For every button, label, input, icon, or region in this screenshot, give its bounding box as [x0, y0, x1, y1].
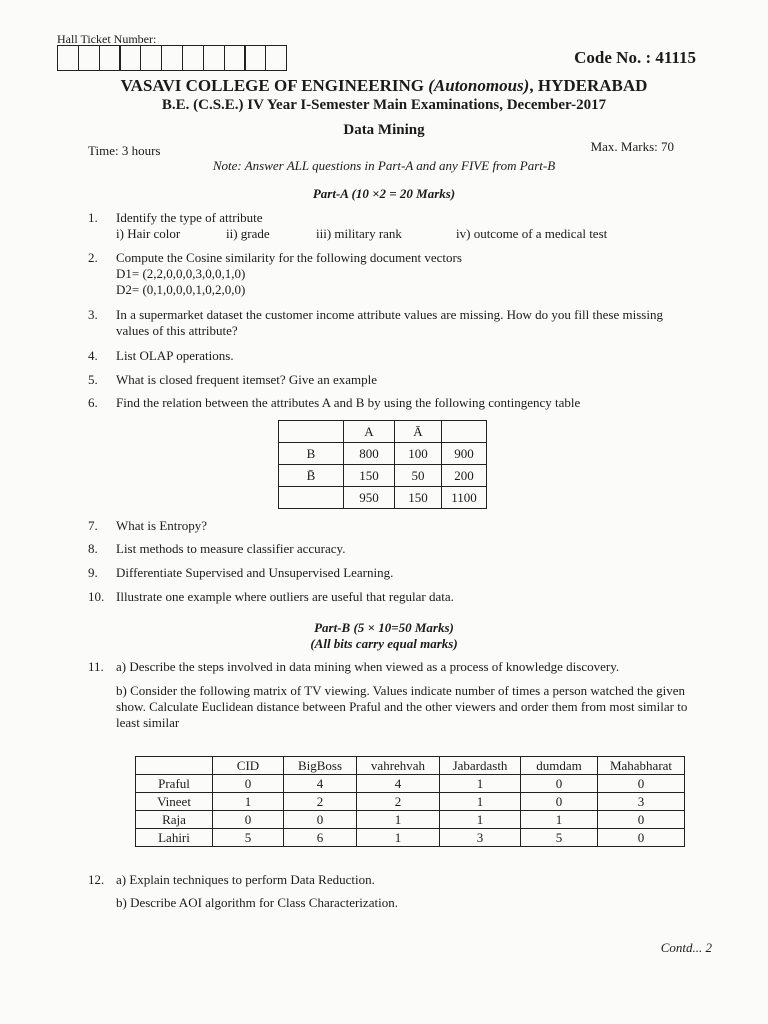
college-name-text: VASAVI COLLEGE OF ENGINEERING	[120, 76, 424, 95]
option-text: iii) military rank	[316, 226, 402, 241]
part-b-heading: Part-B (5 × 10=50 Marks)	[314, 620, 454, 635]
table-header-cell: dumdam	[521, 757, 598, 775]
max-marks: Max. Marks: 70	[590, 139, 674, 154]
question-7	[88, 518, 688, 534]
table-cell: 1	[213, 793, 284, 811]
hall-ticket-boxes	[57, 45, 286, 71]
table-row	[279, 421, 487, 443]
table-header-cell: Jabardasth	[440, 757, 521, 775]
table-cell: 1	[357, 811, 440, 829]
hall-ticket-box	[99, 45, 121, 71]
part-b-subtitle: (All bits carry equal marks)	[310, 636, 458, 651]
table-row	[136, 811, 685, 829]
question-text: Illustrate one example where outliers are useful that regular data.	[116, 589, 454, 604]
table-cell: 800	[344, 443, 395, 465]
question-number: 9.	[88, 565, 98, 580]
hall-ticket-box	[161, 45, 183, 71]
college-autonomous: (Autonomous)	[428, 76, 530, 95]
table-cell: 5	[521, 829, 598, 847]
question-4	[88, 348, 688, 364]
vector-d2: D2= (0,1,0,0,0,1,0,2,0,0)	[116, 282, 246, 297]
table-row	[136, 793, 685, 811]
table-cell: 0	[521, 775, 598, 793]
table-cell: 1	[521, 811, 598, 829]
question-9	[88, 565, 688, 581]
college-city: , HYDERABAD	[529, 76, 648, 95]
hall-ticket-box	[140, 45, 162, 71]
question-number: 2.	[88, 250, 98, 265]
continued-note: Contd... 2	[660, 940, 712, 955]
question-number: 12.	[88, 872, 105, 887]
table-cell: 0	[213, 775, 284, 793]
question-number: 11.	[88, 659, 104, 674]
table-cell: Praful	[136, 775, 213, 793]
hall-ticket-box	[119, 45, 141, 71]
table-cell: 6	[284, 829, 357, 847]
table-cell: 0	[521, 793, 598, 811]
hall-ticket-box	[244, 45, 266, 71]
question-number: 7.	[88, 518, 98, 533]
table-cell: 1	[440, 793, 521, 811]
question-text: In a supermarket dataset the customer income attribute values are missing. How do you fill these missing values of this attribute?	[116, 307, 663, 338]
question-number: 10.	[88, 589, 105, 604]
question-text: What is Entropy?	[116, 518, 207, 533]
option-text: i) Hair color	[116, 226, 181, 241]
table-row	[279, 487, 487, 509]
question-text: Find the relation between the attributes A and B by using the following contingency table	[116, 395, 581, 410]
tv-viewing-table	[135, 756, 685, 847]
table-cell: Vineet	[136, 793, 213, 811]
table-cell: B̄	[279, 465, 344, 487]
table-cell: A	[344, 421, 395, 443]
option-text: iv) outcome of a medical test	[456, 226, 608, 241]
hall-ticket-box	[78, 45, 100, 71]
question-text: Compute the Cosine similarity for the following document vectors	[116, 250, 462, 265]
question-number: 5.	[88, 372, 98, 387]
question-text: Identify the type of attribute	[116, 210, 263, 225]
table-cell: 3	[440, 829, 521, 847]
vector-d1: D1= (2,2,0,0,0,3,0,0,1,0)	[116, 266, 246, 281]
part-b-title	[0, 620, 768, 652]
table-cell: 0	[284, 811, 357, 829]
table-cell: 2	[357, 793, 440, 811]
table-cell: B	[279, 443, 344, 465]
hall-ticket-label: Hall Ticket Number:	[57, 32, 157, 46]
table-row	[279, 443, 487, 465]
table-cell	[442, 421, 487, 443]
question-number: 4.	[88, 348, 98, 363]
question-number: 6.	[88, 395, 98, 410]
table-cell	[279, 487, 344, 509]
contingency-table	[278, 420, 487, 509]
table-cell: 100	[395, 443, 442, 465]
hall-ticket-box	[182, 45, 204, 71]
table-cell: 900	[442, 443, 487, 465]
question-11b: b) Consider the following matrix of TV viewing. Values indicate number of times a person watched the given show. Calculate Euclidean distance between Praful and the other viewers and order them from most similar to least similar	[116, 683, 688, 730]
table-cell: 4	[284, 775, 357, 793]
question-text: Differentiate Supervised and Unsupervised Learning.	[116, 565, 394, 580]
table-header-cell: Mahabharat	[598, 757, 685, 775]
question-12a: a) Explain techniques to perform Data Reduction.	[116, 872, 375, 887]
exam-note: Note: Answer ALL questions in Part-A and any FIVE from Part-B	[212, 158, 556, 173]
table-cell: 1100	[442, 487, 487, 509]
table-cell: 3	[598, 793, 685, 811]
table-cell: 2	[284, 793, 357, 811]
code-number: Code No. : 41115	[574, 48, 696, 67]
hall-ticket-box	[203, 45, 225, 71]
table-cell	[279, 421, 344, 443]
question-3	[88, 307, 688, 339]
table-header-cell: BigBoss	[284, 757, 357, 775]
table-header-cell: CID	[213, 757, 284, 775]
table-row	[136, 775, 685, 793]
question-11a: a) Describe the steps involved in data mining when viewed as a process of knowledge discovery.	[116, 659, 620, 674]
table-cell: 50	[395, 465, 442, 487]
subject-title: Data Mining	[343, 122, 425, 138]
table-cell: 950	[344, 487, 395, 509]
exam-title: B.E. (C.S.E.) IV Year I-Semester Main Examinations, December-2017	[161, 97, 607, 113]
table-cell: 0	[213, 811, 284, 829]
question-number: 3.	[88, 307, 98, 322]
table-header-cell: vahrehvah	[357, 757, 440, 775]
hall-ticket-box	[224, 45, 246, 71]
table-cell: 1	[357, 829, 440, 847]
question-text: List methods to measure classifier accuracy.	[116, 541, 346, 556]
table-cell: Lahiri	[136, 829, 213, 847]
table-cell: 1	[440, 811, 521, 829]
table-row	[279, 465, 487, 487]
question-12	[88, 872, 688, 911]
table-cell: Ā	[395, 421, 442, 443]
table-cell: 150	[395, 487, 442, 509]
table-cell: 0	[598, 829, 685, 847]
question-5	[88, 372, 688, 388]
exam-time: Time: 3 hours	[88, 143, 161, 158]
table-row	[136, 829, 685, 847]
table-cell: 4	[357, 775, 440, 793]
table-header-row	[136, 757, 685, 775]
table-header-cell	[136, 757, 213, 775]
question-8	[88, 541, 688, 557]
hall-ticket-box	[265, 45, 287, 71]
table-cell: 1	[440, 775, 521, 793]
question-2	[88, 250, 688, 298]
question-10	[88, 589, 688, 605]
option-text: ii) grade	[226, 226, 270, 241]
question-11	[88, 659, 688, 731]
question-6	[88, 395, 688, 411]
question-number: 8.	[88, 541, 98, 556]
table-cell: 0	[598, 775, 685, 793]
question-text: List OLAP operations.	[116, 348, 234, 363]
college-name	[0, 76, 768, 96]
part-a-title: Part-A (10 ×2 = 20 Marks)	[312, 186, 456, 201]
question-text: What is closed frequent itemset? Give an example	[116, 372, 377, 387]
question-12b: b) Describe AOI algorithm for Class Characterization.	[116, 895, 398, 910]
table-cell: 150	[344, 465, 395, 487]
table-cell: 5	[213, 829, 284, 847]
hall-ticket-box	[57, 45, 79, 71]
question-1	[88, 210, 688, 242]
table-cell: Raja	[136, 811, 213, 829]
table-cell: 0	[598, 811, 685, 829]
question-number: 1.	[88, 210, 98, 225]
table-cell: 200	[442, 465, 487, 487]
